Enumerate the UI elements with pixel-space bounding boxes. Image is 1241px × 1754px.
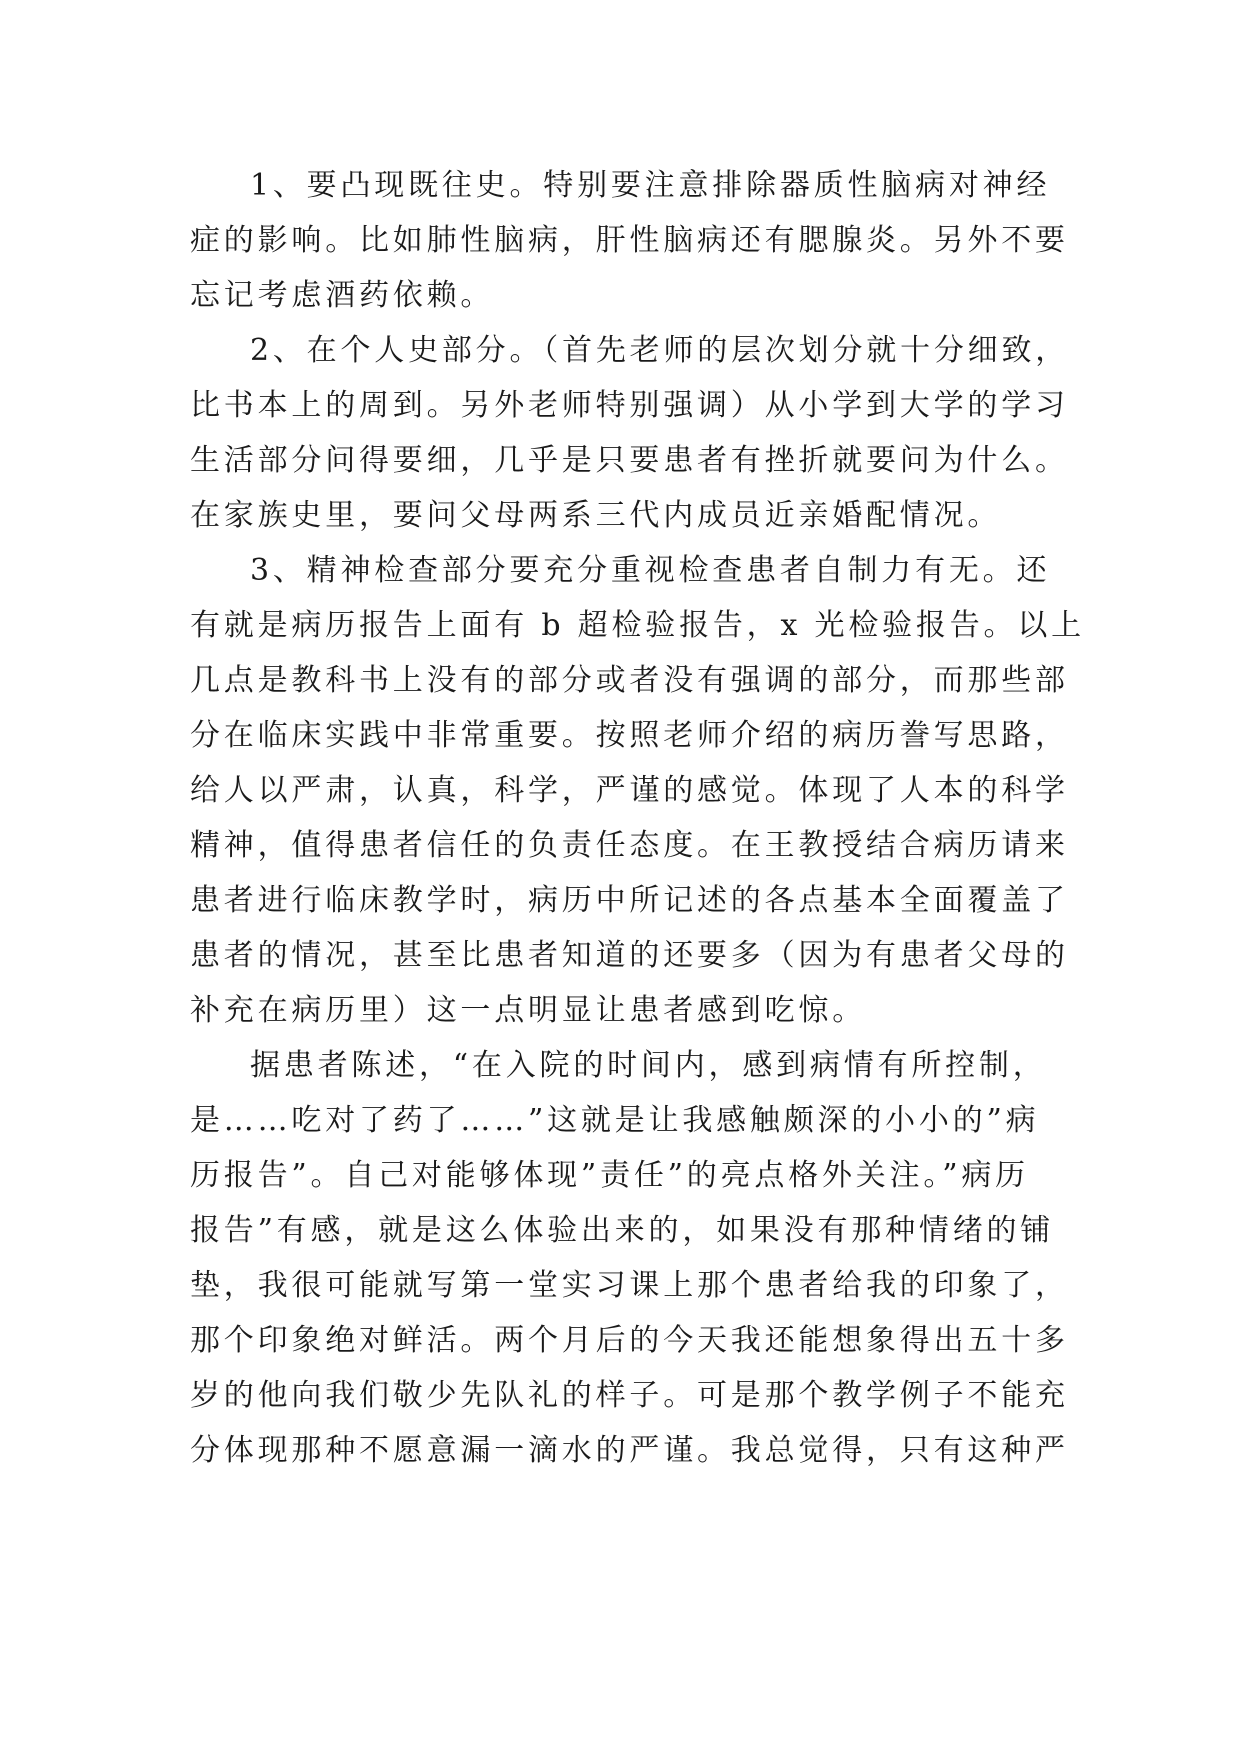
text-line: 报告”有感，就是这么体验出来的，如果没有那种情绪的铺 <box>190 1213 1055 1248</box>
paragraph-2 <box>190 323 1070 543</box>
text-line: 那个印象绝对鲜活。两个月后的今天我还能想象得出五十多 <box>190 1323 1069 1358</box>
document-body <box>190 158 1085 1478</box>
text-line: 在家族史里，要问父母两系三代内成员近亲婚配情况。 <box>190 498 1002 533</box>
paragraph-4 <box>190 1038 1069 1478</box>
text-line: 补充在病历里）这一点明显让患者感到吃惊。 <box>190 993 866 1028</box>
text-line: 分体现那种不愿意漏一滴水的严谨。我总觉得，只有这种严 <box>190 1433 1069 1468</box>
text-line: 生活部分问得要细，几乎是只要患者有挫折就要问为什么。 <box>190 443 1069 478</box>
paragraph-1 <box>190 158 1069 323</box>
text-line: 症的影响。比如肺性脑病，肝性脑病还有腮腺炎。另外不要 <box>190 223 1069 258</box>
text-line: 忘记考虑酒药依赖。 <box>190 278 495 313</box>
text-line: 给人以严肃，认真，科学，严谨的感觉。体现了人本的科学 <box>190 773 1069 808</box>
text-line: 患者进行临床教学时，病历中所记述的各点基本全面覆盖了 <box>190 883 1069 918</box>
text-line: 岁的他向我们敬少先队礼的样子。可是那个教学例子不能充 <box>190 1378 1069 1413</box>
text-line: 1、要凸现既往史。特别要注意排除器质性脑病对神经 <box>250 168 1051 203</box>
text-line: 垫，我很可能就写第一堂实习课上那个患者给我的印象了， <box>190 1268 1069 1303</box>
text-line: 分在临床实践中非常重要。按照老师介绍的病历誊写思路， <box>190 718 1069 753</box>
text-line: 精神，值得患者信任的负责任态度。在王教授结合病历请来 <box>190 828 1069 863</box>
text-line: 患者的情况，甚至比患者知道的还要多（因为有患者父母的 <box>190 938 1069 973</box>
text-line: 几点是教科书上没有的部分或者没有强调的部分，而那些部 <box>190 663 1069 698</box>
text-line: 是……吃对了药了……”这就是让我感触颇深的小小的”病 <box>190 1103 1040 1138</box>
text-line: 历报告”。自己对能够体现”责任”的亮点格外关注。”病历 <box>190 1158 1029 1193</box>
paragraph-3 <box>190 543 1085 1038</box>
text-line: 比书本上的周到。另外老师特别强调）从小学到大学的学习 <box>190 388 1069 423</box>
text-line: 2、在个人史部分。（首先老师的层次划分就十分细致， <box>250 333 1070 368</box>
text-line: 3、精神检查部分要充分重视检查患者自制力有无。还 <box>250 553 1051 588</box>
text-line: 有就是病历报告上面有 b 超检验报告，x 光检验报告。以上 <box>190 608 1085 643</box>
text-line: 据患者陈述，“在入院的时间内，感到病情有所控制， <box>250 1048 1047 1083</box>
